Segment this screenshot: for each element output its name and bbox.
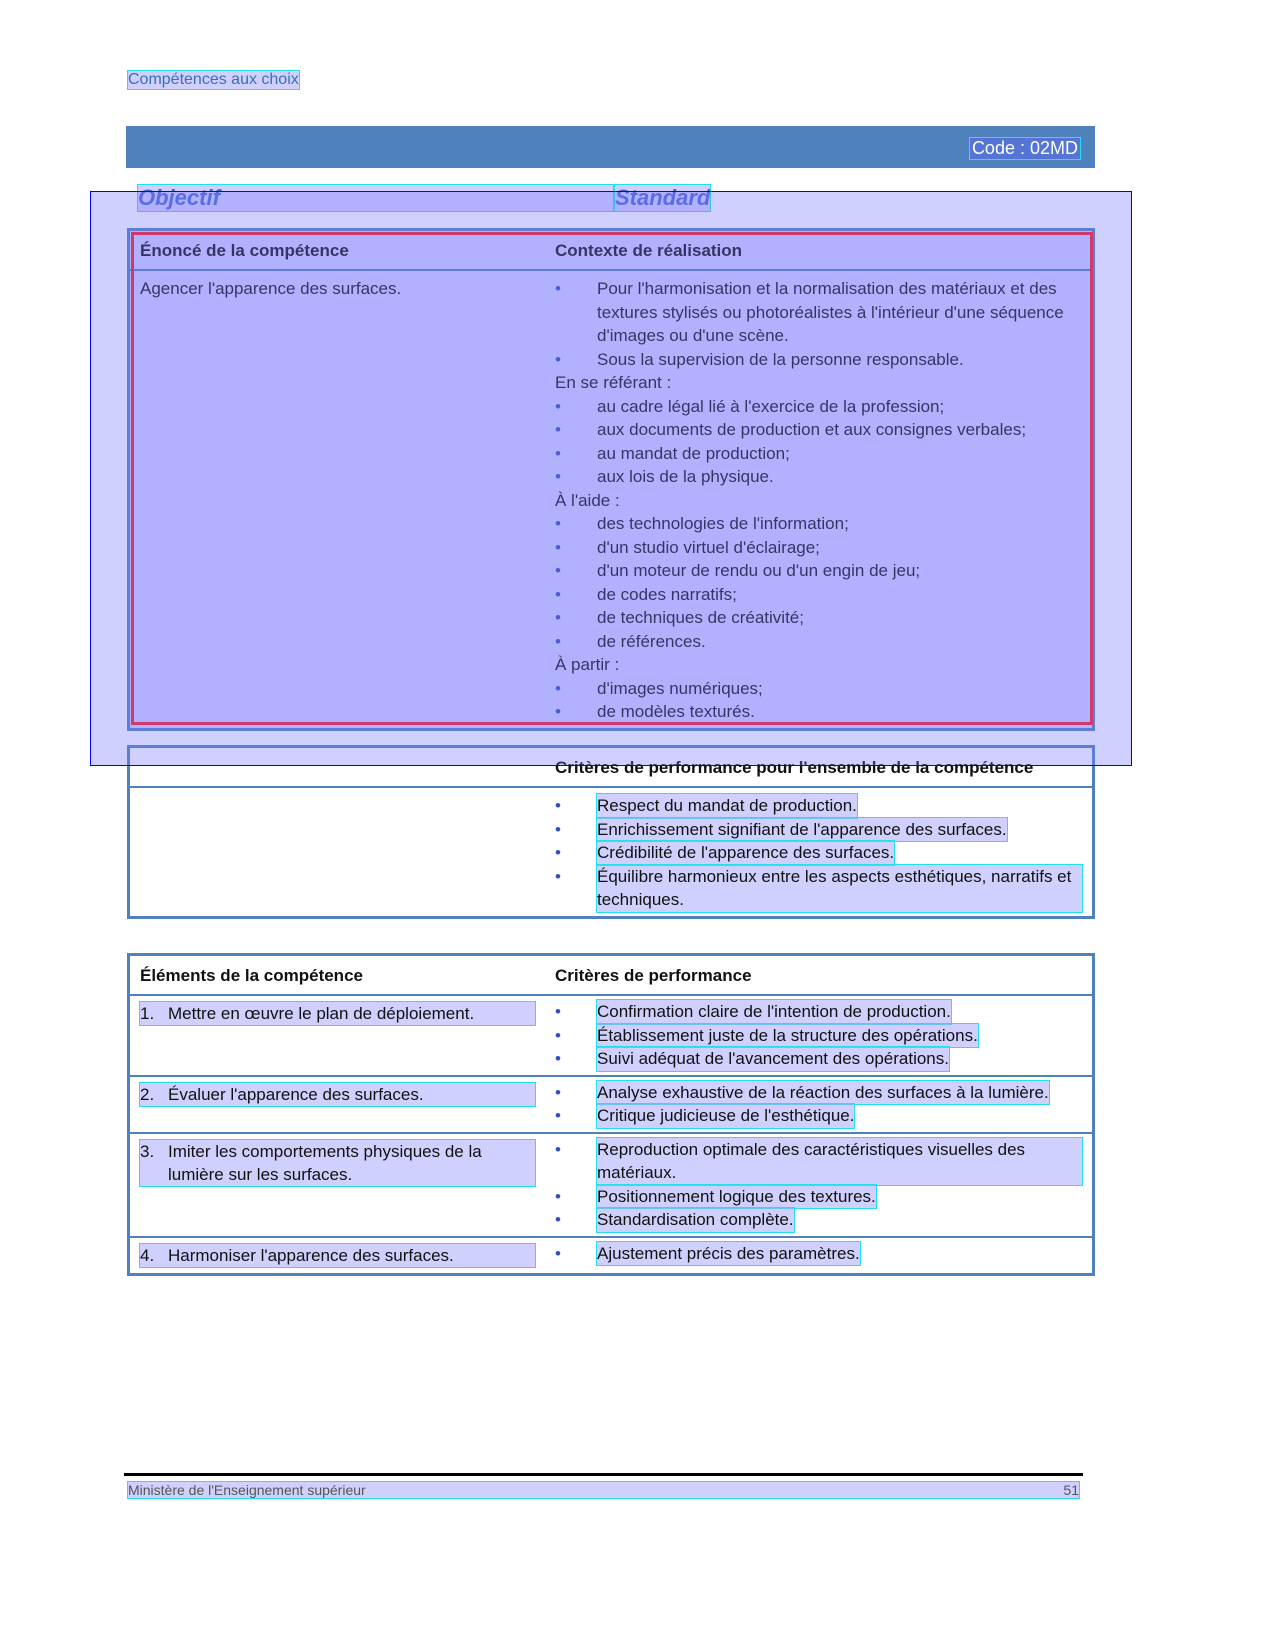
competency-statement: Agencer l'apparence des surfaces. <box>140 279 402 298</box>
element-number: 3. <box>140 1141 155 1161</box>
item-text: de codes narratifs; <box>597 584 737 604</box>
elements-header: Éléments de la compétence <box>140 966 363 985</box>
item-text: Équilibre harmonieux entre les aspects esthétiques, narratifs et techniques. <box>597 865 1082 912</box>
item-text: À l'aide : <box>555 490 620 510</box>
bullet-item <box>555 512 1082 536</box>
item-text: Positionnement logique des textures. <box>597 1185 876 1209</box>
criteria-header: Critères de performance <box>555 966 752 985</box>
overall-criteria-list <box>545 787 1094 917</box>
element-row <box>129 1076 1094 1133</box>
bullet-item <box>555 700 1082 724</box>
bullet-icon <box>555 1185 597 1209</box>
element-item <box>140 1083 535 1106</box>
bullet-item <box>555 348 1082 372</box>
element-text: Évaluer l'apparence des surfaces. <box>168 1084 424 1104</box>
bullet-item <box>555 465 1082 489</box>
item-text: Ajustement précis des paramètres. <box>597 1242 860 1266</box>
footer-ministry: Ministère de l'Enseignement supérieur <box>128 1482 366 1498</box>
bullet-icon <box>555 1000 597 1024</box>
element-text: Harmoniser l'apparence des surfaces. <box>168 1245 454 1265</box>
item-text: Crédibilité de l'apparence des surfaces. <box>597 841 894 865</box>
bullet-item <box>555 1104 1082 1128</box>
bullet-icon <box>555 277 597 348</box>
item-text: Établissement juste de la structure des opérations. <box>597 1024 978 1048</box>
item-text: de références. <box>597 631 706 651</box>
element-number: 1. <box>140 1004 155 1023</box>
bullet-item <box>555 1024 1082 1048</box>
item-text: de techniques de créativité; <box>597 608 804 627</box>
footer-divider <box>124 1473 1083 1476</box>
statement-context-table <box>127 228 1095 731</box>
item-text: Enrichissement signifiant de l'apparence des surfaces. <box>597 818 1007 842</box>
bullet-icon <box>555 418 597 442</box>
bullet-item <box>555 536 1082 560</box>
page-number: 51 <box>1063 1482 1079 1498</box>
bullet-item <box>555 794 1082 818</box>
bullet-icon <box>555 583 597 607</box>
item-text: au cadre légal lié à l'exercice de la profession; <box>597 396 945 416</box>
bullet-icon <box>555 442 597 466</box>
element-text: Imiter les comportements physiques de la lumière sur les surfaces. <box>168 1141 482 1184</box>
bullet-item <box>555 1000 1082 1024</box>
bullet-item <box>555 1081 1082 1105</box>
bullet-icon <box>555 818 597 842</box>
bullet-icon <box>555 348 597 372</box>
bullet-item <box>555 395 1082 419</box>
element-item <box>140 1244 535 1267</box>
bullet-icon <box>555 536 597 560</box>
overall-criteria-table <box>127 745 1095 919</box>
standard-label: Standard <box>615 185 711 210</box>
bullet-item <box>555 277 1082 348</box>
list-label <box>555 489 1082 513</box>
bullet-icon <box>555 465 597 489</box>
bullet-icon <box>555 1081 597 1105</box>
item-text: En se référant : <box>555 373 672 392</box>
elements-table <box>127 953 1095 1276</box>
element-item <box>140 1002 535 1025</box>
overall-criteria-header: Critères de performance pour l'ensemble de la compétence <box>555 758 1034 777</box>
bullet-icon <box>555 630 597 654</box>
bullet-item <box>555 677 1082 701</box>
item-text: des technologies de l'information; <box>597 514 849 533</box>
item-text: au mandat de production; <box>597 443 790 463</box>
element-row <box>129 995 1094 1076</box>
footer <box>128 1482 1079 1498</box>
bullet-icon <box>555 1024 597 1048</box>
bullet-item <box>555 1185 1082 1209</box>
context-header: Contexte de réalisation <box>555 241 743 260</box>
element-row <box>129 1237 1094 1275</box>
item-text: Critique judicieuse de l'esthétique. <box>597 1104 854 1128</box>
bullet-item <box>555 841 1082 865</box>
item-text: Pour l'harmonisation et la normalisation des matériaux et des textures stylisés ou photoréalistes à l'intérieur d'une séquence d'images ou d'une scène. <box>597 279 1064 345</box>
element-row <box>129 1133 1094 1237</box>
list-label <box>555 371 1082 395</box>
bullet-icon <box>555 865 597 912</box>
bullet-item <box>555 630 1082 654</box>
bullet-item <box>555 1047 1082 1071</box>
bullet-icon <box>555 559 597 583</box>
item-text: Suivi adéquat de l'avancement des opérations. <box>597 1047 949 1071</box>
bullet-icon <box>555 841 597 865</box>
item-text: Sous la supervision de la personne responsable. <box>597 349 964 369</box>
section-header: Compétences aux choix <box>128 71 299 88</box>
bullet-item <box>555 1208 1082 1232</box>
item-text: Confirmation claire de l'intention de production. <box>597 1000 951 1024</box>
bullet-item <box>555 818 1082 842</box>
bullet-icon <box>555 1242 597 1266</box>
bullet-item <box>555 583 1082 607</box>
statement-header: Énoncé de la compétence <box>140 241 349 260</box>
item-text: Reproduction optimale des caractéristiques visuelles des matériaux. <box>597 1138 1082 1185</box>
competency-code: Code : 02MD <box>971 138 1078 158</box>
bullet-icon <box>555 794 597 818</box>
list-label <box>555 653 1082 677</box>
item-text: À partir : <box>555 655 620 674</box>
item-text: d'images numériques; <box>597 678 763 698</box>
item-text: Analyse exhaustive de la réaction des surfaces à la lumière. <box>597 1081 1049 1105</box>
bullet-icon <box>555 395 597 419</box>
item-text: de modèles texturés. <box>597 702 755 721</box>
item-text: Respect du mandat de production. <box>597 794 857 818</box>
item-text: Standardisation complète. <box>597 1208 794 1232</box>
element-item <box>140 1140 535 1186</box>
item-text: d'un studio virtuel d'éclairage; <box>597 537 820 557</box>
element-text: Mettre en œuvre le plan de déploiement. <box>168 1004 475 1023</box>
item-text: aux lois de la physique. <box>597 467 774 486</box>
bullet-icon <box>555 1208 597 1232</box>
bullet-icon <box>555 512 597 536</box>
bullet-item <box>555 865 1082 912</box>
bullet-icon <box>555 677 597 701</box>
bullet-item <box>555 1242 1082 1266</box>
item-text: d'un moteur de rendu ou d'un engin de jeu; <box>597 561 921 580</box>
item-text: aux documents de production et aux consignes verbales; <box>597 420 1027 439</box>
code-banner <box>126 126 1095 168</box>
objective-label: Objectif <box>138 185 613 211</box>
element-number: 4. <box>140 1245 155 1265</box>
bullet-icon <box>555 1104 597 1128</box>
element-number: 2. <box>140 1084 155 1104</box>
bullet-icon <box>555 700 597 724</box>
bullet-item <box>555 442 1082 466</box>
bullet-item <box>555 1138 1082 1185</box>
bullet-item <box>555 606 1082 630</box>
bullet-item <box>555 418 1082 442</box>
context-list <box>545 270 1094 729</box>
bullet-icon <box>555 1047 597 1071</box>
bullet-icon <box>555 606 597 630</box>
bullet-item <box>555 559 1082 583</box>
bullet-icon <box>555 1138 597 1185</box>
